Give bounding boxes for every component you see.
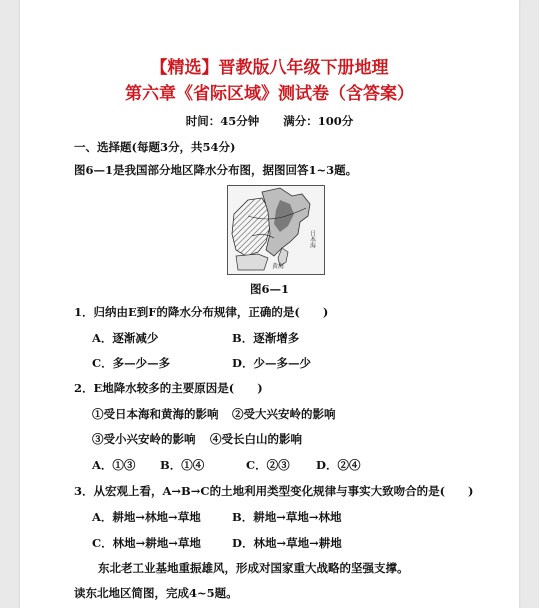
- yellow-sea-label: 黄海: [272, 263, 285, 270]
- question-2-option-a: A．①③: [92, 458, 136, 472]
- question-2-option-c: C．②③: [246, 458, 290, 472]
- question-3-option-d: D．林地→草地→耕地: [232, 536, 342, 550]
- question-2-option-d: D．②④: [316, 458, 361, 472]
- title-line-2: 第六章《省际区域》测试卷（含答案）: [125, 84, 414, 104]
- question-2-stem: 2．E地降水较多的主要原因是( ): [74, 381, 263, 395]
- document-page: [20, 0, 519, 608]
- question-3-option-a: A．耕地→林地→草地: [92, 510, 201, 524]
- question-3-stem: 3．从宏观上看，A→B→C的土地利用类型变化规律与事实大致吻合的是( ): [74, 484, 474, 498]
- japan-sea-label: 日本海: [308, 230, 316, 248]
- passage-text: 东北老工业基地重振雄风，形成对国家重大战略的坚强支撑。: [98, 561, 409, 575]
- precipitation-map: [228, 186, 324, 274]
- precipitation-map-figure: [227, 185, 325, 275]
- question-1-option-c: C．多—少—多: [92, 356, 171, 370]
- southern-land: [236, 254, 268, 270]
- question-2-option-b: B．①④: [160, 458, 205, 472]
- question-1-option-d: D．少—多—少: [232, 356, 311, 370]
- question-2-statement-3: ③受小兴安岭的影响: [92, 432, 196, 446]
- figure-caption: 图6—1: [249, 282, 289, 296]
- question-2-statement-1: ①受日本海和黄海的影响: [92, 407, 219, 421]
- section-heading: 一、选择题(每题3分，共54分): [74, 140, 236, 154]
- question-1-stem: 1．归纳由E到F的降水分布规律，正确的是( ): [74, 305, 329, 319]
- time-label: 时间：45分钟: [185, 114, 260, 128]
- question-3-option-c: C．林地→耕地→草地: [92, 536, 201, 550]
- question-intro: 图6—1是我国部分地区降水分布图，据图回答1~3题。: [74, 163, 358, 177]
- question-2-statement-4: ④受长白山的影响: [210, 432, 302, 446]
- exam-meta: [20, 114, 519, 129]
- question-1-option-b: B．逐渐增多: [232, 331, 300, 345]
- title-line-1: 【精选】晋教版八年级下册地理: [150, 58, 389, 78]
- question-1-option-a: A．逐渐减少: [92, 331, 159, 345]
- score-label: 满分：100分: [283, 114, 354, 128]
- question-2-statement-2: ②受大兴安岭的影响: [232, 407, 336, 421]
- question-intro-2: 读东北地区简图，完成4~5题。: [74, 586, 238, 600]
- question-3-option-b: B．耕地→草地→林地: [232, 510, 342, 524]
